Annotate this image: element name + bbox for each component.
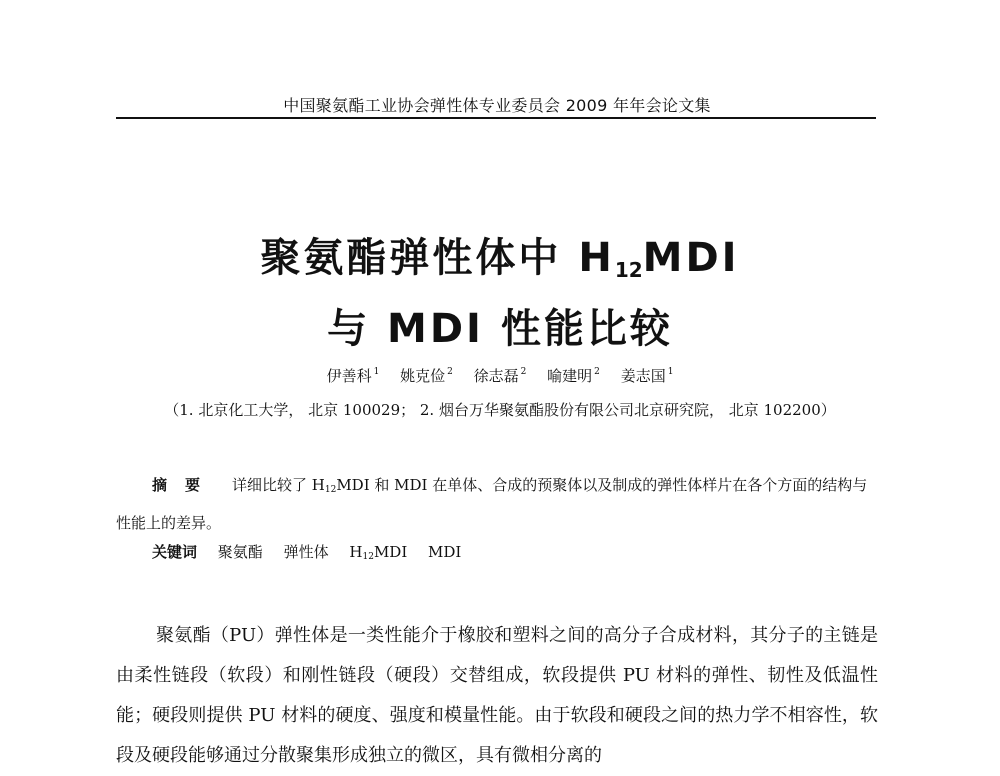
keyword: $H_{12}MDI$ (349, 543, 408, 562)
abstract-text-suffix: MDI 和 MDI 在单体、合成的预聚体以及制成的弹性体样片在各个方面的结构与性能上的差异。 (116, 476, 868, 532)
abstract-subscript: 12 (324, 485, 337, 495)
paper-title-line-1 (0, 236, 1000, 292)
author: 徐志磊 $^2$ (473, 367, 527, 385)
body-paragraph: 聚氨酯（PU）弹性体是一类性能介于橡胶和塑料之间的高分子合成材料，其分子的主链是由柔性链段（软段）和刚性链段（硬段）交替组成，软段提供 PU 材料的弹性、韧性及低温性能；硬段则提供 PU 材料的硬度、强度和模量性能。由于软段和硬段之间的热力学不相容性，软段及硬段能够通过分散聚集形成独立的微区，具有微相分离的 (116, 625, 878, 766)
keyword: 聚氨酯 (217, 543, 263, 561)
author: 姚克俭 $^2$ (400, 367, 453, 385)
abstract-text: 详细比较了 H (232, 476, 325, 494)
keywords (152, 541, 872, 562)
abstract (116, 469, 878, 540)
running-header: 中国聚氨酯工业协会弹性体专业委员会 2009 年年会论文集 (283, 96, 711, 115)
keyword: MDI (428, 543, 462, 561)
abstract-label: 摘要 (152, 476, 219, 494)
author: 姜志国 $^1$ (620, 367, 674, 385)
title-text: 聚氨酯弹性体中 H (260, 235, 615, 281)
keywords-label: 关键词 (152, 543, 198, 561)
paper-title-line-2: 与 MDI 性能比较 (327, 306, 673, 352)
keyword: 弹性体 (283, 543, 329, 561)
affiliations: （1. 北京化工大学， 北京 100029； 2. 烟台万华聚氨酯股份有限公司北京研究院， 北京 102200） (164, 401, 836, 419)
author: 喻建明 $^2$ (547, 367, 600, 385)
title-subscript: 12 (614, 258, 643, 282)
author: 伊善科 $^1$ (326, 367, 380, 385)
author-list (0, 365, 1000, 386)
header-rule (116, 117, 876, 119)
title-text-suffix: MDI (642, 235, 740, 281)
